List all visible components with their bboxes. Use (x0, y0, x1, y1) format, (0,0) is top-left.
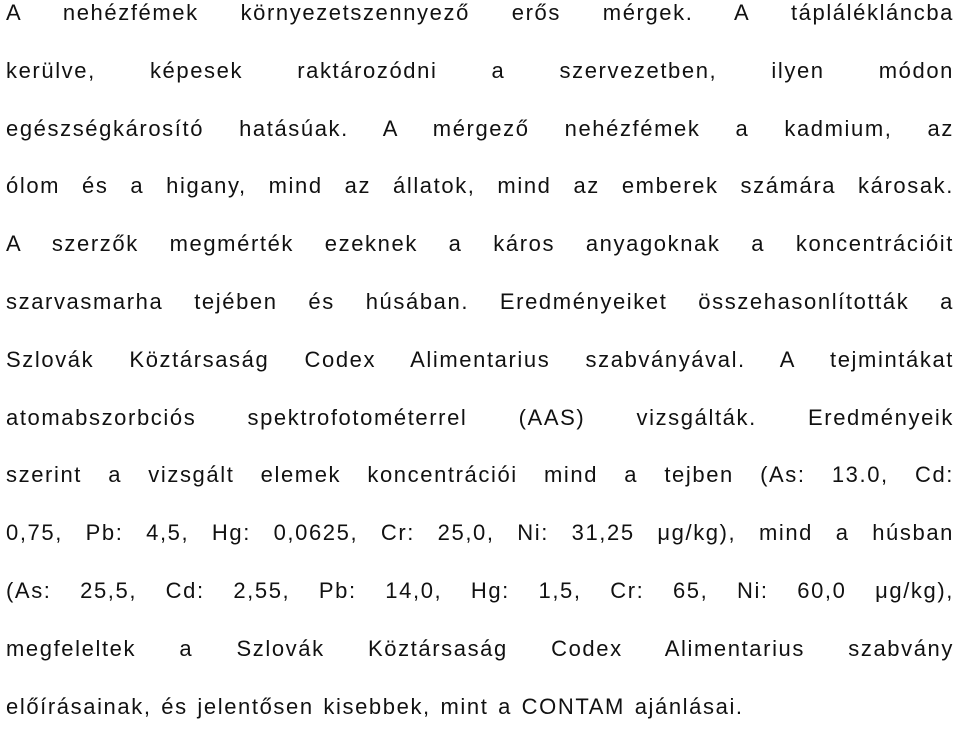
text-line: szarvasmarha tejében és húsában. Eredményeiket összehasonlították a (6, 288, 954, 314)
text-line-last: előírásainak, és jelentősen kisebbek, mint a CONTAM ajánlásai. (6, 693, 744, 719)
text-line: atomabszorbciós spektrofotométerrel (AAS) vizsgálták. Eredményeik (6, 404, 954, 430)
text-line: A szerzők megmérték ezeknek a káros anyagoknak a koncentrációit (6, 231, 954, 257)
text-line: A nehézfémek környezetszennyező erős mérgek. A táplálékláncba (6, 0, 954, 25)
text-line: ólom és a higany, mind az állatok, mind az emberek számára károsak. (6, 173, 954, 199)
text-line: egészségkárosító hatásúak. A mérgező nehézfémek a kadmium, az (6, 115, 954, 141)
text-line: kerülve, képesek raktározódni a szervezetben, ilyen módon (6, 57, 954, 83)
text-line: szerint a vizsgált elemek koncentrációi mind a tejben (As: 13.0, Cd: (6, 462, 954, 488)
text-line: (As: 25,5, Cd: 2,55, Pb: 14,0, Hg: 1,5, Cr: 65, Ni: 60,0 μg/kg), (6, 577, 954, 603)
text-line: megfeleltek a Szlovák Köztársaság Codex Alimentarius szabvány (6, 635, 954, 661)
abstract-paragraph (6, 0, 954, 751)
text-line: 0,75, Pb: 4,5, Hg: 0,0625, Cr: 25,0, Ni: 31,25 μg/kg), mind a húsban (6, 520, 954, 546)
text-line: Szlovák Köztársaság Codex Alimentarius szabványával. A tejmintákat (6, 346, 954, 372)
